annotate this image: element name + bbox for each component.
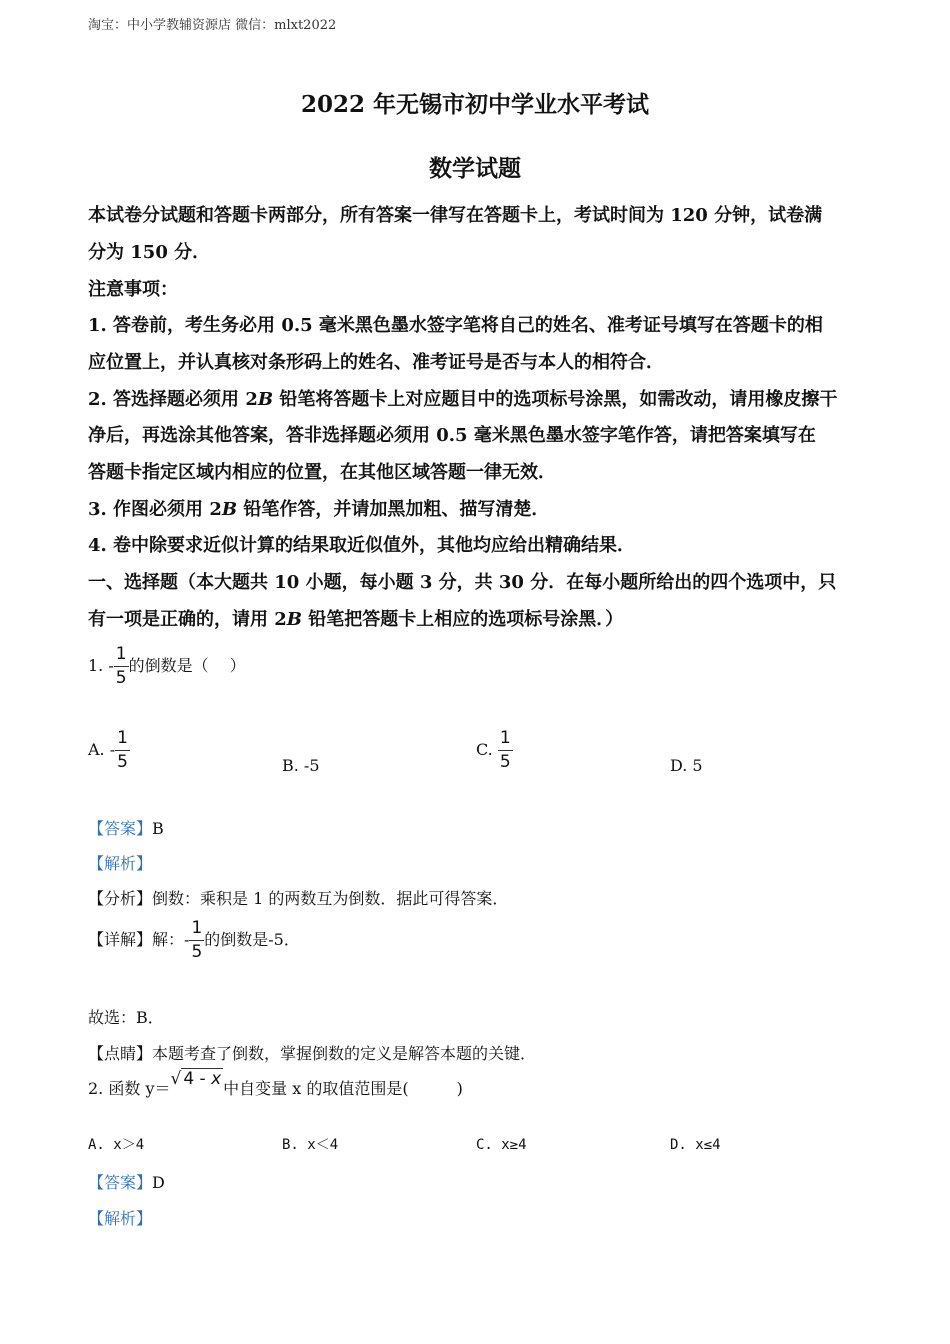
- q2-answer: 【答案】D: [88, 1173, 165, 1192]
- q1-detail: 【详解】解：- $\frac{1}{5}$ 的倒数是-5．: [88, 918, 300, 962]
- exam-title: 2022 年无锡市初中学业水平考试: [300, 91, 650, 118]
- q1-analysis-tag: 【解析】: [88, 854, 153, 873]
- q1-choose: 故选：B．: [88, 1008, 164, 1027]
- q2-option-d: D. x≤4: [670, 1137, 721, 1153]
- question-2-stem: 2. 函数 y＝√ 4 - x 中自变量 x 的取值范围是( ): [88, 1069, 463, 1098]
- notice-2b: 净后，再选涂其他答案，答非选择题必须用 0.5 毫米黑色墨水签字笔作答，请把答案填写在: [88, 425, 816, 446]
- q1-option-d: D. 5: [670, 756, 703, 775]
- q2-analysis-tag: 【解析】: [88, 1209, 153, 1228]
- square-root: √ 4 - x: [170, 1069, 222, 1089]
- notice-3: 3. 作图必须用 2B 铅笔作答，并请加黑加粗、描写清楚．: [88, 499, 550, 520]
- section-1-line-a: 一、选择题（本大题共 10 小题，每小题 3 分，共 30 分．在每小题所给出的四个选项中，只: [88, 572, 837, 593]
- q2-option-c: C. x≥4: [476, 1137, 527, 1153]
- intro-line-2: 分为 150 分．: [88, 242, 211, 263]
- exam-subtitle: 数学试题: [429, 155, 521, 182]
- notice-2a: 2. 答选择题必须用 2B 铅笔将答题卡上对应题目中的选项标号涂黑，如需改动，请用橡皮擦干: [88, 389, 838, 410]
- notice-4: 4. 卷中除要求近似计算的结果取近似值外，其他均应给出精确结果．: [88, 535, 636, 556]
- question-1-stem: 1. - $\frac{1}{5}$ 的倒数是（ ）: [88, 644, 246, 688]
- notice-heading: 注意事项：: [88, 279, 178, 300]
- fraction-one-fifth: $\frac{1}{5}$: [115, 644, 127, 688]
- shop-header: 淘宝：中小学教辅资源店 微信：mlxt2022: [88, 18, 337, 33]
- notice-2c: 答题卡指定区域内相应的位置，在其他区域答题一律无效．: [88, 462, 556, 483]
- q1-comment: 【点睛】本题考查了倒数，掌握倒数的定义是解答本题的关键．: [88, 1044, 537, 1063]
- section-1-line-b: 有一项是正确的，请用 2B 铅笔把答题卡上相应的选项标号涂黑．）: [88, 609, 624, 630]
- notice-1b: 应位置上，并认真核对条形码上的姓名、准考证号是否与本人的相符合．: [88, 352, 664, 373]
- q1-option-c: C. $\frac{1}{5}$: [476, 728, 511, 772]
- q2-option-b: B. x＜4: [282, 1137, 339, 1153]
- q1-option-b: B. -5: [282, 756, 320, 775]
- intro-line-1: 本试卷分试题和答题卡两部分，所有答案一律写在答题卡上，考试时间为 120 分钟，试卷满: [88, 205, 823, 226]
- q2-option-a: A. x＞4: [88, 1137, 145, 1153]
- notice-1a: 1. 答卷前，考生务必用 0.5 毫米黑色墨水签字笔将自己的姓名、准考证号填写在答题卡的相: [88, 315, 823, 336]
- q1-answer: 【答案】B: [88, 819, 164, 838]
- q1-option-a: A. - $\frac{1}{5}$: [88, 728, 128, 772]
- q1-analysis: 【分析】倒数：乘积是 1 的两数互为倒数．据此可得答案．: [88, 889, 509, 908]
